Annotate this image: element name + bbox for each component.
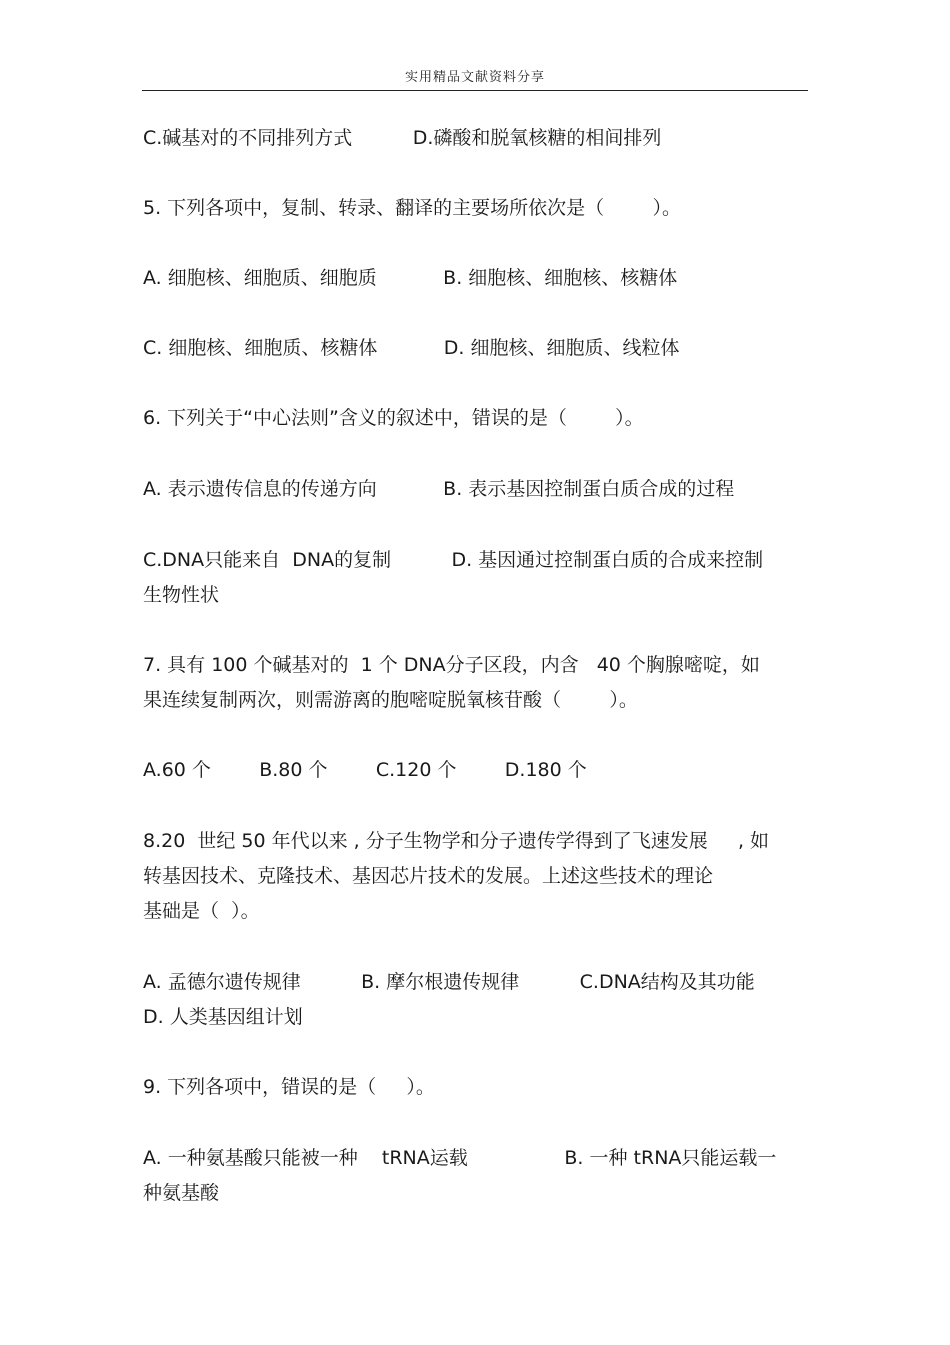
q6-options-cd-cont: 生物性状 bbox=[143, 584, 220, 606]
q7-stem-cont: 果连续复制两次，则需游离的胞嘧啶脱氧核苷酸（ ）。 bbox=[143, 689, 638, 711]
q6-options-ab: A. 表示遗传信息的传递方向 B. 表示基因控制蛋白质合成的过程 bbox=[143, 478, 735, 500]
page-header: 实用精品文献资料分享 bbox=[404, 70, 545, 85]
q9-stem: 9. 下列各项中，错误的是（ ）。 bbox=[143, 1076, 435, 1098]
q5-options-cd: C. 细胞核、细胞质、核糖体 D. 细胞核、细胞质、线粒体 bbox=[143, 337, 680, 359]
q4-options-cd: C.碱基对的不同排列方式 D.磷酸和脱氧核糖的相间排列 bbox=[143, 127, 662, 149]
q7-options: A.60 个 B.80 个 C.120 个 D.180 个 bbox=[143, 759, 587, 781]
q6-options-cd: C.DNA只能来自 DNA的复制 D. 基因通过控制蛋白质的合成来控制 bbox=[143, 549, 764, 571]
q7-stem: 7. 具有 100 个碱基对的 1 个 DNA分子区段，内含 40 个胸腺嘧啶，如 bbox=[143, 654, 760, 676]
q8-stem-cont: 转基因技术、克隆技术、基因芯片技术的发展。上述这些技术的理论 bbox=[143, 865, 714, 887]
q8-options-d: D. 人类基因组计划 bbox=[143, 1006, 303, 1028]
q9-options-ab-cont: 种氨基酸 bbox=[143, 1182, 220, 1204]
q8-options-abc: A. 孟德尔遗传规律 B. 摩尔根遗传规律 C.DNA结构及其功能 bbox=[143, 971, 755, 993]
q8-stem-cont-2: 基础是（ ）。 bbox=[143, 900, 260, 922]
q9-options-ab: A. 一种氨基酸只能被一种 tRNA运载 B. 一种 tRNA只能运载一 bbox=[143, 1147, 777, 1169]
q8-stem: 8.20 世纪 50 年代以来 , 分子生物学和分子遗传学得到了飞速发展 , 如 bbox=[143, 830, 770, 852]
q6-stem: 6. 下列关于“中心法则”含义的叙述中，错误的是（ ）。 bbox=[143, 407, 644, 429]
q5-options-ab: A. 细胞核、细胞质、细胞质 B. 细胞核、细胞核、核糖体 bbox=[143, 267, 678, 289]
q5-stem: 5. 下列各项中，复制、转录、翻译的主要场所依次是（ ）。 bbox=[143, 197, 681, 219]
header-divider bbox=[142, 90, 808, 91]
